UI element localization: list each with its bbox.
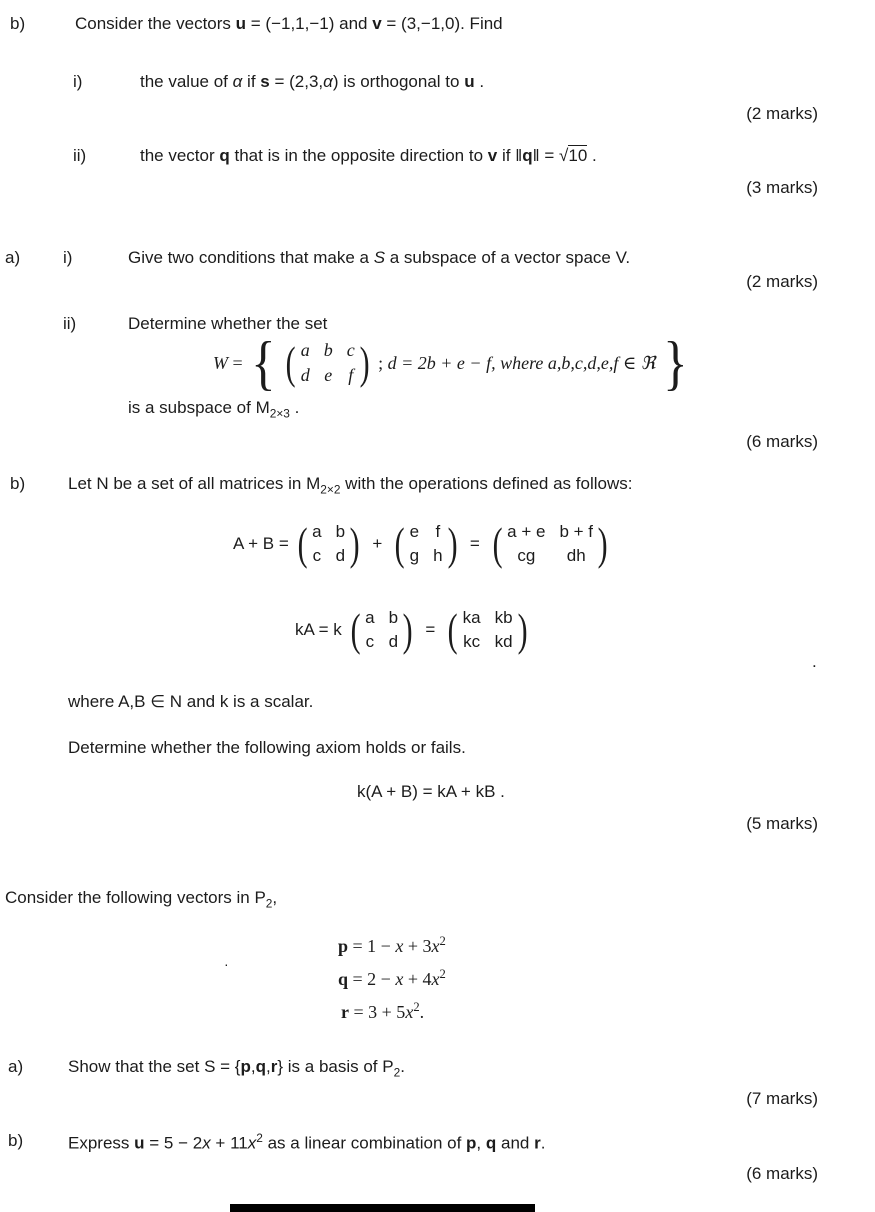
matrix-A-cells	[310, 522, 347, 566]
right-paren-icon: )	[517, 604, 528, 656]
matrix-cell: c	[312, 546, 322, 565]
q2-ii-marks: (6 marks)	[746, 432, 818, 451]
w-matrix	[283, 337, 372, 389]
q2-i-label: i)	[63, 248, 73, 267]
matrix-cell: kd	[494, 632, 513, 651]
w-matrix-cells	[299, 340, 357, 386]
q3-marks: (5 marks)	[746, 814, 818, 833]
matrix-scaled-result	[445, 604, 530, 656]
right-paren-icon: )	[359, 337, 370, 389]
matrix-cell: cg	[517, 546, 536, 565]
matrix-B	[392, 518, 460, 570]
q4-b-text: Express $u = 5 - 2x + 11x^2$ as a linear combination of p, q and r.	[68, 1131, 546, 1153]
left-paren-icon: (	[492, 518, 503, 570]
matrix-B-cells	[408, 522, 445, 566]
right-brace: }	[663, 330, 689, 396]
matrix-cell: e	[409, 522, 420, 541]
left-paren-icon: (	[394, 518, 405, 570]
left-paren-icon: (	[297, 518, 308, 570]
addition-lhs: A + B =	[233, 534, 289, 553]
scan-edge-artifact	[230, 1204, 535, 1212]
matrix-cell: c	[365, 632, 375, 651]
matrix-cell: a + e	[507, 522, 546, 541]
matrix-A2-cells	[363, 608, 400, 652]
vector-r-equation: $r = 3 + 5x^2$.	[341, 1000, 425, 1022]
q1-i-marks: (2 marks)	[746, 104, 818, 123]
q4-a-text: Show that the set S = {p,q,r} is a basis of $P_2$.	[68, 1057, 405, 1080]
q1-i-text: the value of α if s = (2,3,α) is orthogonal to u .	[140, 72, 485, 91]
matrix-cell: a	[300, 340, 310, 360]
w-condition: ; d = 2b + e − f, where a,b,c,d,e,f ∈ ℜ	[378, 352, 656, 373]
right-paren-icon: )	[597, 518, 608, 570]
matrix-sum-result	[490, 518, 611, 570]
matrix-cell: d	[300, 365, 310, 385]
right-paren-icon: )	[349, 518, 360, 570]
right-paren-icon: )	[447, 518, 458, 570]
matrix-cell: ka	[462, 608, 481, 627]
matrix-scaled-cells	[461, 608, 515, 652]
vector-p-equation: $p = 1 - x + 3x^2$	[338, 934, 446, 956]
q3-intro-text: Let N be a set of all matrices in $M_{2\times 2}$ with the operations defined as follows:	[68, 474, 633, 497]
q2-ii-lead: Determine whether the set	[128, 314, 328, 333]
q2-ii-label: ii)	[63, 314, 77, 333]
matrix-cell: b	[388, 608, 399, 627]
q1-i-label: i)	[73, 72, 83, 91]
matrix-A	[295, 518, 363, 570]
matrix-cell: c	[346, 340, 355, 360]
q2-i-text: Give two conditions that make a S a subspace of a vector space V.	[128, 248, 631, 267]
matrix-cell: kc	[463, 632, 481, 651]
q2-label: a)	[5, 248, 21, 267]
q3-axiom-equation: k(A + B) = kA + kB .	[357, 782, 505, 801]
q1-label: b)	[10, 14, 26, 33]
equals-operator: =	[469, 534, 480, 553]
q1-ii-marks: (3 marks)	[746, 178, 818, 197]
q4-a-label: a)	[8, 1057, 24, 1076]
q2-ii-tail: is a subspace of $M_{2\times 3}$ .	[128, 398, 300, 421]
left-brace: {	[250, 330, 276, 396]
matrix-cell: a	[365, 608, 375, 627]
q3-determine-text: Determine whether the following axiom holds or fails.	[68, 738, 466, 757]
matrix-cell: e	[324, 365, 333, 385]
q1-ii-label: ii)	[73, 146, 87, 165]
equals-operator: =	[425, 620, 436, 639]
w-set-equation	[213, 332, 690, 394]
plus-operator: +	[372, 534, 383, 553]
matrix-cell: a	[312, 522, 322, 541]
stray-dot-artifact: ·	[224, 956, 229, 972]
q2-i-marks: (2 marks)	[746, 272, 818, 291]
q4-intro-text: Consider the following vectors in $P_2$,	[5, 888, 278, 911]
matrix-addition-equation	[233, 518, 610, 570]
matrix-cell: b	[323, 340, 333, 360]
q1-ii-text: the vector q that is in the opposite direction to v if ‖q‖ = √10 .	[140, 146, 597, 165]
stray-period-artifact: .	[812, 652, 817, 671]
q1-intro-text: Consider the vectors u = (−1,1,−1) and v = (3,−1,0). Find	[75, 14, 503, 33]
matrix-cell: d	[335, 546, 346, 565]
q3-label: b)	[10, 474, 26, 493]
left-paren-icon: (	[286, 337, 297, 389]
matrix-cell: kb	[494, 608, 513, 627]
left-paren-icon: (	[350, 604, 361, 656]
q4-b-label: b)	[8, 1131, 24, 1150]
vector-q-equation: $q = 2 - x + 4x^2$	[338, 967, 446, 989]
matrix-cell: g	[409, 546, 420, 565]
left-paren-icon: (	[447, 604, 458, 656]
q4-a-marks: (7 marks)	[746, 1089, 818, 1108]
matrix-cell: dh	[566, 546, 586, 565]
matrix-cell: f	[348, 365, 354, 385]
q4-b-marks: (6 marks)	[746, 1164, 818, 1183]
matrix-sum-cells	[505, 522, 595, 566]
w-equation-lhs: W =	[213, 352, 243, 373]
matrix-cell: b	[335, 522, 346, 541]
scalar-multiplication-equation	[295, 604, 530, 656]
matrix-cell: h	[433, 546, 443, 565]
q3-where-text: where A,B ∈ N and k is a scalar.	[68, 692, 314, 711]
right-paren-icon: )	[402, 604, 413, 656]
scalar-lhs: kA = k	[295, 620, 342, 639]
matrix-A2	[348, 604, 416, 656]
matrix-cell: d	[388, 632, 399, 651]
matrix-cell: b + f	[559, 522, 594, 541]
matrix-cell: f	[435, 522, 441, 541]
